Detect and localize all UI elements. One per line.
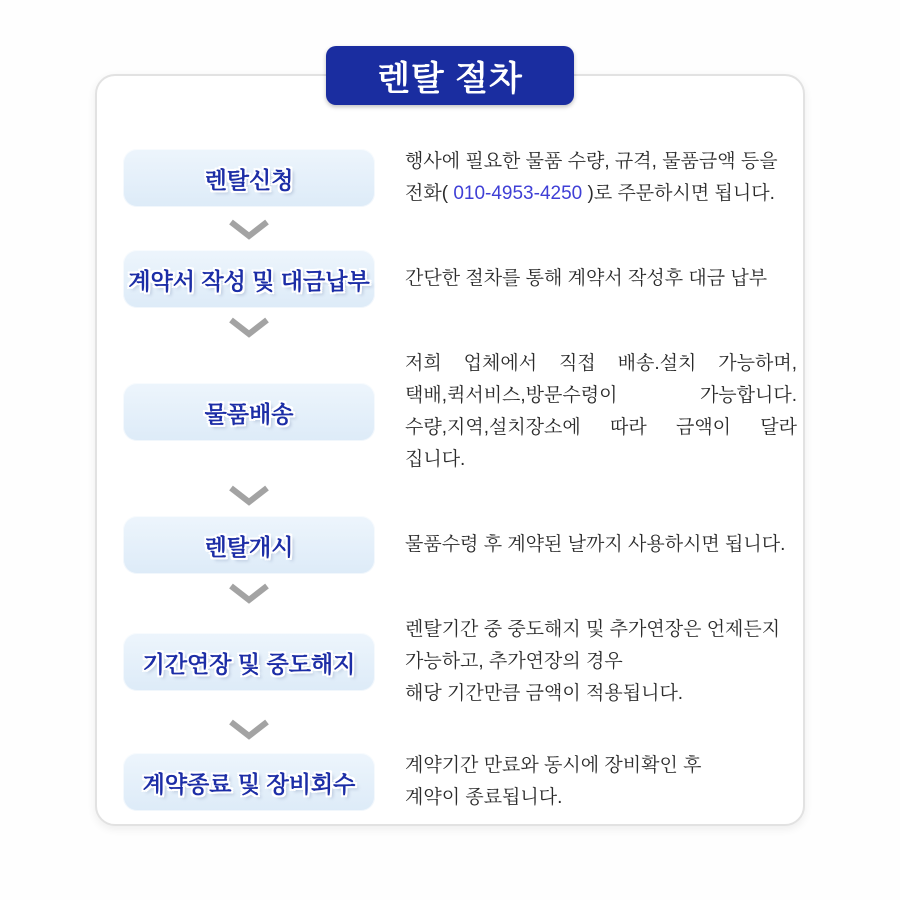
step-label: 물품배송 <box>204 400 294 427</box>
step-label-box <box>123 250 375 308</box>
flow-arrow <box>123 316 375 340</box>
step-description <box>405 146 797 210</box>
flow-arrow <box>123 218 375 242</box>
step-label-box <box>123 753 375 811</box>
step-row-extension-cancel <box>123 614 797 710</box>
desc-line: 저희 업체에서 직접 배송.설치 가능하며, <box>405 353 797 374</box>
step-label-box <box>123 149 375 207</box>
desc-line: 해당 기간만큼 금액이 적용됩니다. <box>405 683 684 704</box>
desc-line: 수량,지역,설치장소에 따라 금액이 달라 <box>405 417 797 438</box>
desc-line: 물품수령 후 계약된 날까지 사용하시면 됩니다. <box>405 534 786 555</box>
step-description <box>405 263 797 295</box>
step-label: 렌탈신청 <box>204 166 294 193</box>
step-description <box>405 348 797 476</box>
step-label-box <box>123 633 375 691</box>
desc-text: )로 주문하시면 됩니다. <box>582 183 775 204</box>
title-badge <box>326 46 574 105</box>
step-label: 계약종료 및 장비회수 <box>142 770 356 797</box>
step-label-box <box>123 383 375 441</box>
chevron-down-icon <box>226 219 272 241</box>
flow-arrow <box>123 718 375 742</box>
desc-line: 계약이 종료됩니다. <box>405 787 563 808</box>
desc-line: 렌탈기간 중 중도해지 및 추가연장은 언제든지 <box>405 619 781 640</box>
chevron-down-icon <box>226 719 272 741</box>
step-label: 렌탈개시 <box>204 533 294 560</box>
step-row-contract-end <box>123 750 797 814</box>
step-label: 계약서 작성 및 대금납부 <box>128 267 370 294</box>
desc-text: 전화( <box>405 183 454 204</box>
chevron-down-icon <box>226 317 272 339</box>
desc-line <box>405 178 797 210</box>
desc-line: 간단한 절차를 통해 계약서 작성후 대금 납부 <box>405 268 768 289</box>
desc-line: 계약기간 만료와 동시에 장비확인 후 <box>405 755 702 776</box>
step-row-rental-start <box>123 516 797 574</box>
step-label: 기간연장 및 중도해지 <box>142 650 356 677</box>
step-row-rental-apply <box>123 146 797 210</box>
chevron-down-icon <box>226 485 272 507</box>
desc-line: 가능하고, 추가연장의 경우 <box>405 651 623 672</box>
page-title: 렌탈 절차 <box>377 60 523 98</box>
process-flow <box>95 74 805 814</box>
desc-line: 택배,퀵서비스,방문수령이 가능합니다. <box>405 385 797 406</box>
step-row-contract-payment <box>123 250 797 308</box>
step-description <box>405 750 797 814</box>
step-row-delivery <box>123 348 797 476</box>
step-description <box>405 529 797 561</box>
flow-arrow <box>123 582 375 606</box>
step-description <box>405 614 797 710</box>
flow-arrow <box>123 484 375 508</box>
step-label-box <box>123 516 375 574</box>
chevron-down-icon <box>226 583 272 605</box>
desc-line: 행사에 필요한 물품 수량, 규격, 물품금액 등을 <box>405 151 778 172</box>
phone-number: 010-4953-4250 <box>453 183 583 204</box>
desc-line: 집니다. <box>405 449 466 470</box>
